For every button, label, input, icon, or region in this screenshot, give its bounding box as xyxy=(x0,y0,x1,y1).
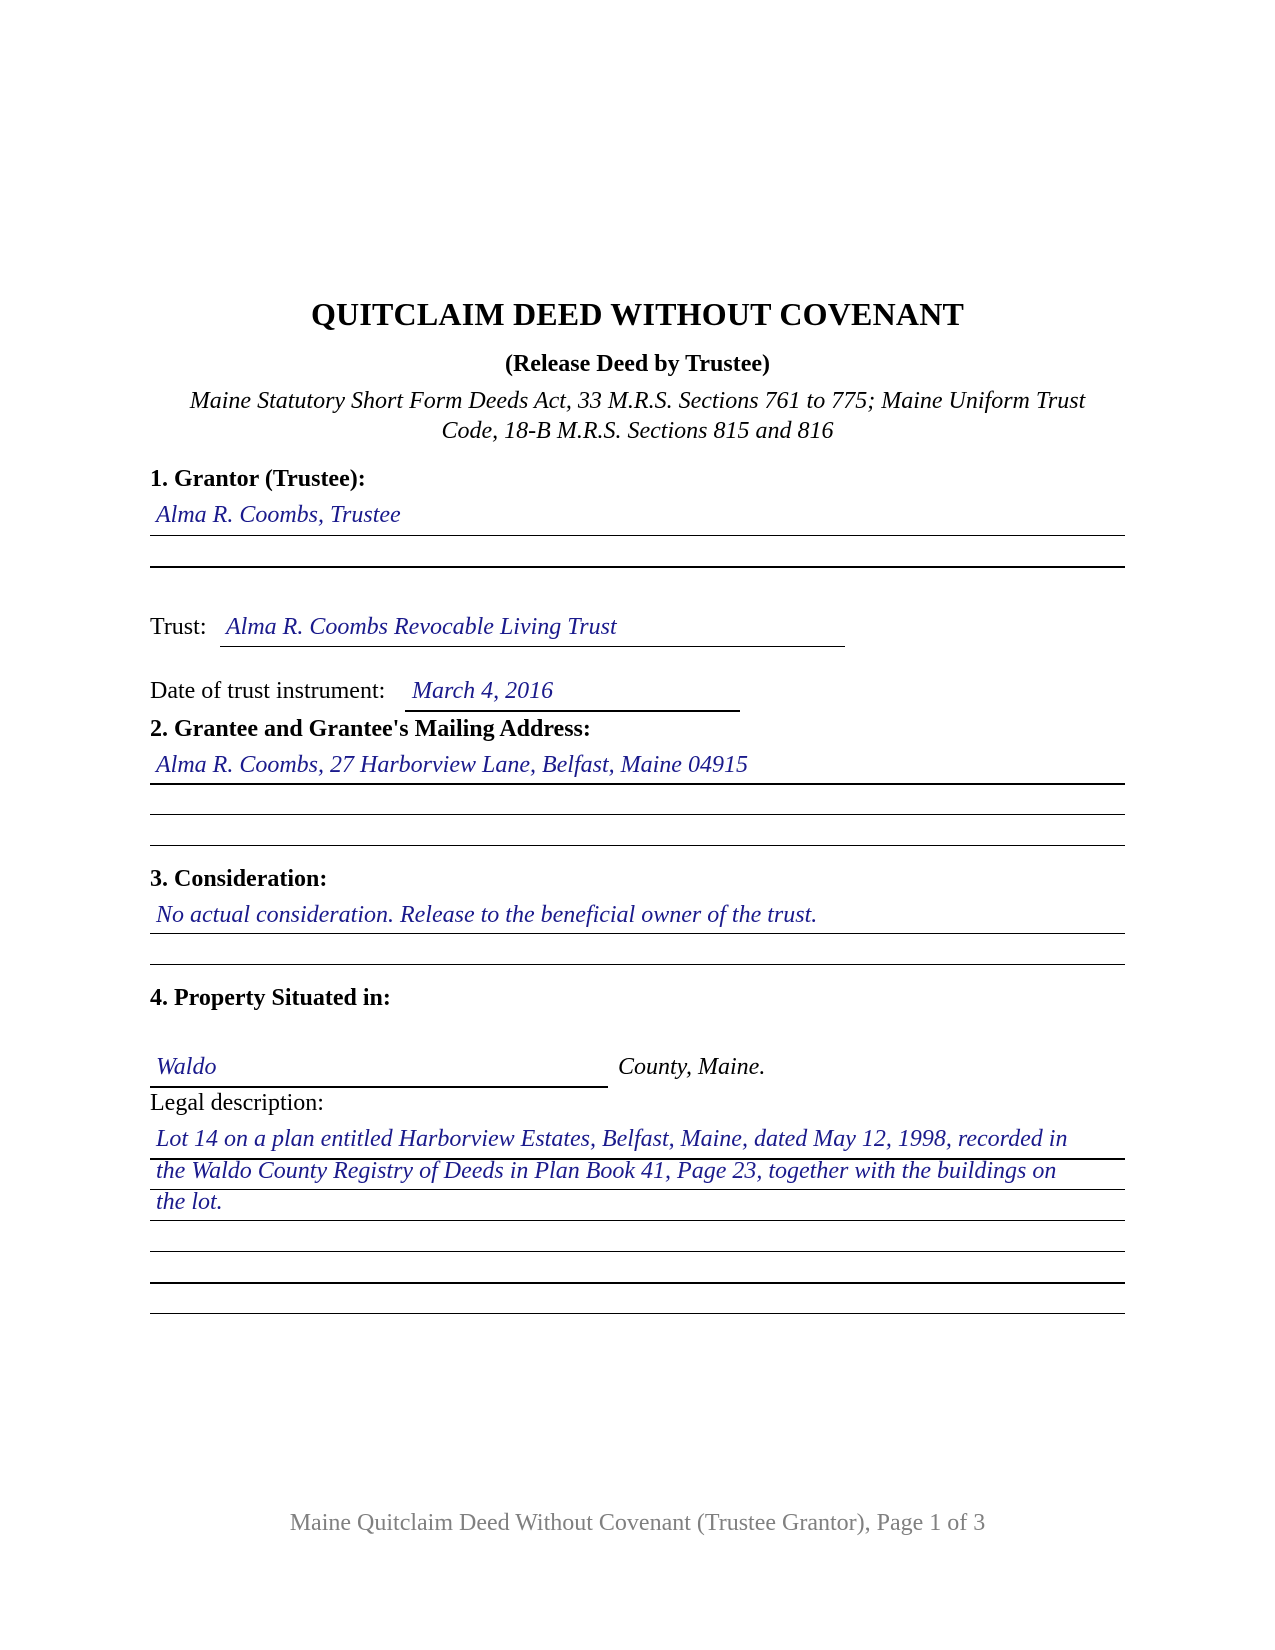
grantee-line-2 xyxy=(150,814,1125,815)
legal-rule-6 xyxy=(150,1313,1125,1314)
trust-date-label: Date of trust instrument: xyxy=(150,678,386,704)
consideration-line-2 xyxy=(150,964,1125,965)
trust-date-field[interactable]: March 4, 2016 xyxy=(412,678,554,704)
legal-description-line-2[interactable]: the Waldo County Registry of Deeds in Plan Book 41, Page 23, together with the buildings on xyxy=(156,1158,1057,1184)
legal-rule-4 xyxy=(150,1251,1125,1252)
trust-name-field[interactable]: Alma R. Coombs Revocable Living Trust xyxy=(226,614,617,640)
grantee-address-field[interactable]: Alma R. Coombs, 27 Harborview Lane, Belfast, Maine 04915 xyxy=(156,752,748,778)
legal-description-line-1[interactable]: Lot 14 on a plan entitled Harborview Estates, Belfast, Maine, dated May 12, 1998, recorded in xyxy=(156,1126,1068,1152)
grantor-heading: 1. Grantor (Trustee): xyxy=(150,466,366,492)
page-footer: Maine Quitclaim Deed Without Covenant (Trustee Grantor), Page 1 of 3 xyxy=(289,1510,986,1536)
legal-description-line-3[interactable]: the lot. xyxy=(156,1189,223,1215)
county-suffix: County, Maine. xyxy=(618,1054,766,1080)
document-subtitle: (Release Deed by Trustee) xyxy=(504,351,771,377)
legal-rule-2 xyxy=(150,1189,1125,1190)
property-heading: 4. Property Situated in: xyxy=(150,985,391,1011)
trust-name-line xyxy=(220,646,845,647)
county-field[interactable]: Waldo xyxy=(156,1054,217,1080)
statute-citation: Maine Statutory Short Form Deeds Act, 33 M.R.S. Sections 761 to 775; Maine Uniform Trust Code, 18-B M.R.S. Sections 815 and 816 xyxy=(189,388,1086,444)
grantee-line-3 xyxy=(150,845,1125,846)
legal-rule-3 xyxy=(150,1220,1125,1221)
grantor-line-2 xyxy=(150,566,1125,568)
grantee-line-1 xyxy=(150,783,1125,785)
county-line xyxy=(150,1086,608,1088)
consideration-line-1 xyxy=(150,933,1125,934)
grantee-heading: 2. Grantee and Grantee's Mailing Address: xyxy=(150,716,591,742)
trust-date-line xyxy=(405,710,740,712)
consideration-heading: 3. Consideration: xyxy=(150,866,328,892)
legal-rule-5 xyxy=(150,1282,1125,1284)
document-title: QUITCLAIM DEED WITHOUT COVENANT xyxy=(310,296,965,332)
grantor-field[interactable]: Alma R. Coombs, Trustee xyxy=(156,502,401,528)
consideration-field[interactable]: No actual consideration. Release to the beneficial owner of the trust. xyxy=(156,902,818,928)
legal-description-label: Legal description: xyxy=(150,1090,324,1116)
trust-label: Trust: xyxy=(150,614,207,640)
grantor-line-1 xyxy=(150,535,1125,536)
